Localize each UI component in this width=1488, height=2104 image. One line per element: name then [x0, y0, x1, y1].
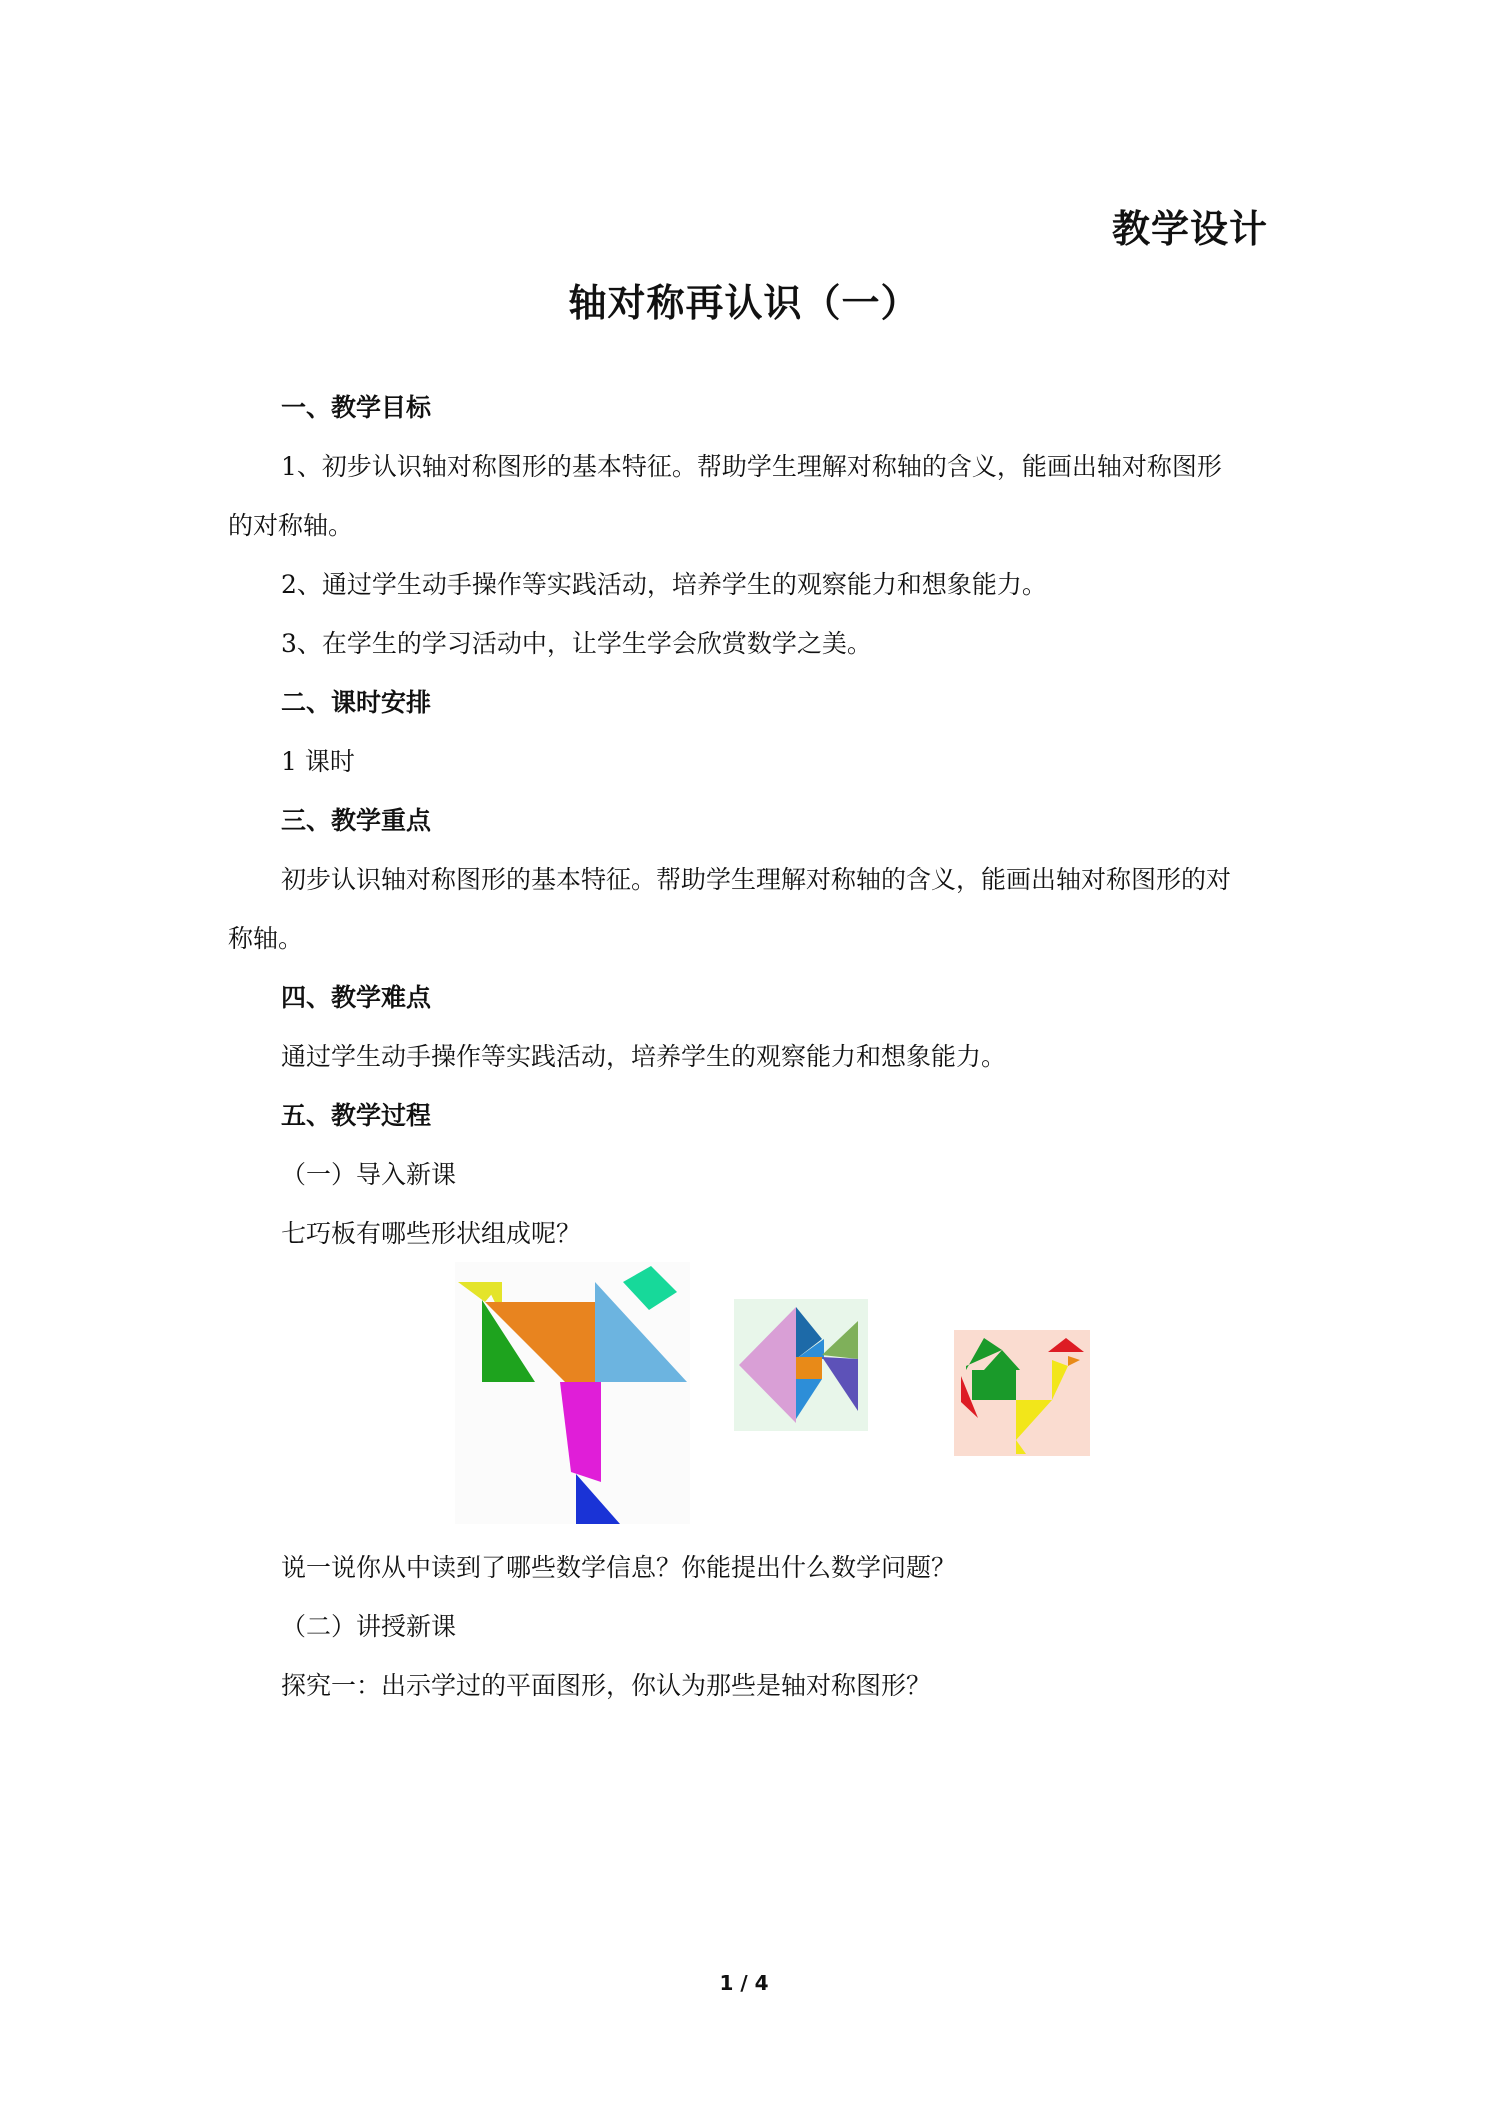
section-heading-process: 五、教学过程 — [281, 1101, 432, 1130]
goal-item-3: 3、在学生的学习活动中，让学生学会欣赏数学之美。 — [281, 629, 872, 658]
section-heading-difficulties: 四、教学难点 — [281, 983, 432, 1012]
page-number: 1 / 4 — [719, 1971, 769, 1995]
process-subheading-2: （二）讲授新课 — [281, 1612, 457, 1641]
key-points-line-1: 初步认识轴对称图形的基本特征。帮助学生理解对称轴的含义，能画出轴对称图形的对 — [281, 865, 1232, 894]
difficulties-text: 通过学生动手操作等实践活动，培养学生的观察能力和想象能力。 — [281, 1042, 1007, 1071]
schedule-text: 1 课时 — [281, 747, 355, 776]
tangram-figure-person — [455, 1262, 690, 1524]
header-title: 教学设计 — [1111, 206, 1268, 251]
document-title: 轴对称再认识（一） — [568, 280, 920, 325]
process-subheading-1: （一）导入新课 — [281, 1160, 457, 1189]
process-question-1: 七巧板有哪些形状组成呢？ — [281, 1219, 582, 1248]
tangram-figure-fish — [734, 1299, 868, 1431]
section-heading-schedule: 二、课时安排 — [281, 688, 432, 717]
goal-item-1-line-1: 1、初步认识轴对称图形的基本特征。帮助学生理解对称轴的含义，能画出轴对称图形 — [281, 452, 1222, 481]
key-points-line-2: 称轴。 — [228, 924, 304, 953]
goal-item-2: 2、通过学生动手操作等实践活动，培养学生的观察能力和想象能力。 — [281, 570, 1047, 599]
goal-item-1-line-2: 的对称轴。 — [228, 511, 354, 540]
section-heading-goals: 一、教学目标 — [281, 393, 432, 422]
process-question-2: 说一说你从中读到了哪些数学信息？你能提出什么数学问题？ — [281, 1553, 957, 1582]
tangram-figure-rooster — [954, 1330, 1090, 1456]
section-heading-key-points: 三、教学重点 — [281, 806, 432, 835]
process-question-3: 探究一：出示学过的平面图形，你认为那些是轴对称图形？ — [281, 1671, 932, 1700]
